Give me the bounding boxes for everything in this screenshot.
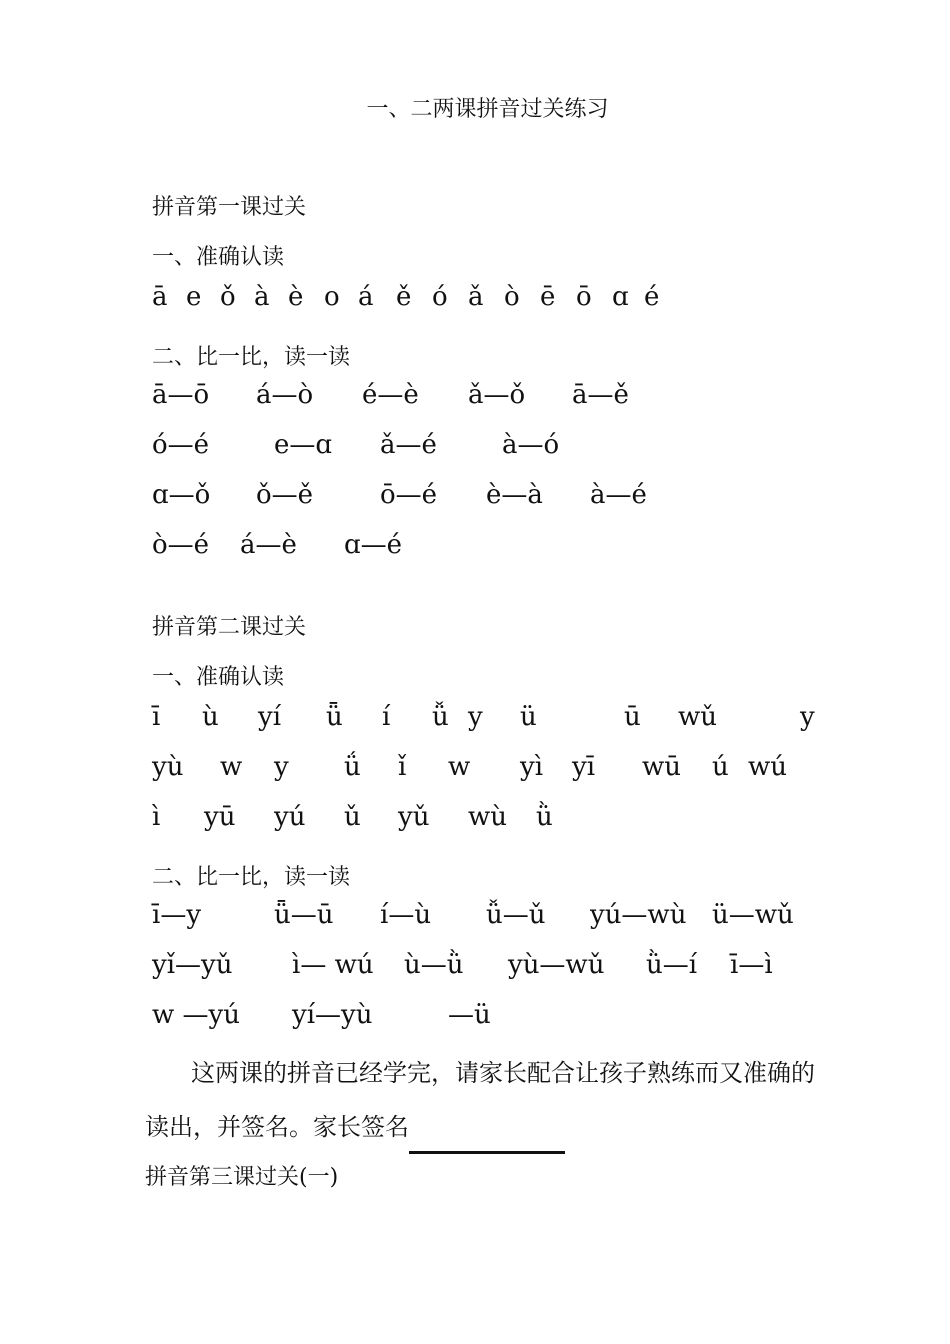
pinyin-item: ǔ <box>344 802 361 832</box>
pinyin-item: ì <box>152 802 161 832</box>
pinyin-item: ě <box>396 282 412 312</box>
pinyin-item: ò <box>504 282 520 312</box>
pinyin-item: ā <box>152 282 168 312</box>
compare-pair: ó—é <box>152 430 210 460</box>
parent-signature-line[interactable] <box>409 1125 565 1154</box>
compare-pair: ǚ—ǔ <box>486 900 546 930</box>
pinyin-item: ǒ <box>220 282 236 312</box>
lesson1-heading: 拼音第一课过关 <box>152 195 307 220</box>
compare-pair: ǎ—é <box>380 430 437 460</box>
pinyin-item: yí <box>258 702 282 732</box>
compare-pair: ī—ì <box>730 950 773 980</box>
pinyin-item: yì <box>520 752 544 782</box>
pinyin-item: ǘ <box>344 752 361 782</box>
pinyin-item: é <box>644 282 660 312</box>
compare-pair: á—ò <box>256 380 314 410</box>
compare-pair: ǖ—ū <box>274 900 334 930</box>
compare-pair: w —yú <box>152 1000 240 1030</box>
pinyin-item: ē <box>540 282 556 312</box>
compare-pair: ɑ—ǒ <box>152 480 211 510</box>
compare-pair: à—é <box>590 480 647 510</box>
compare-pair: —ü <box>448 1000 491 1030</box>
page-title: 一、二两课拼音过关练习 <box>366 97 609 122</box>
compare-pair: ü—wǔ <box>712 900 794 930</box>
pinyin-item: yú <box>274 802 306 832</box>
pinyin-item: y <box>800 702 815 732</box>
pinyin-item: ǎ <box>468 282 484 312</box>
pinyin-item: à <box>254 282 270 312</box>
parent-note-line2 <box>145 1100 825 1154</box>
pinyin-item: y <box>468 702 483 732</box>
compare-pair: yǐ—yǔ <box>152 950 233 980</box>
compare-pair: í—ù <box>380 900 432 930</box>
lesson2-section1-title: 一、准确认读 <box>152 665 285 690</box>
compare-pair: ò—é <box>152 530 210 560</box>
parent-note-line1: 这两课的拼音已经学完，请家长配合让孩子熟练而又准确的 <box>191 1059 815 1087</box>
compare-pair: yí—yù <box>292 1000 373 1030</box>
compare-pair: ǒ—ě <box>256 480 314 510</box>
compare-pair: ǎ—ǒ <box>468 380 526 410</box>
pinyin-item: í <box>382 702 391 732</box>
compare-pair: ì— wú <box>292 950 374 980</box>
pinyin-item: yǔ <box>398 802 430 832</box>
pinyin-item: o <box>324 282 340 312</box>
pinyin-item: ú <box>712 752 729 782</box>
pinyin-item: w <box>448 752 471 782</box>
pinyin-item: ù <box>202 702 219 732</box>
pinyin-item: yū <box>204 802 236 832</box>
pinyin-item: wù <box>468 802 507 832</box>
pinyin-item: wú <box>748 752 787 782</box>
pinyin-item: ǚ <box>432 702 449 732</box>
compare-pair: ā—ō <box>152 380 210 410</box>
compare-pair: ā—ě <box>572 380 629 410</box>
compare-pair: ɑ—é <box>344 530 403 560</box>
compare-pair: yù—wǔ <box>508 950 605 980</box>
compare-pair: ō—é <box>380 480 438 510</box>
pinyin-item: ǜ <box>536 802 553 832</box>
compare-pair: e—ɑ <box>274 430 333 460</box>
pinyin-item: e <box>186 282 202 312</box>
pinyin-item: ō <box>576 282 592 312</box>
pinyin-item: ó <box>432 282 448 312</box>
pinyin-item: ī <box>152 702 161 732</box>
pinyin-item: wǔ <box>678 702 717 732</box>
compare-pair: ǜ—í <box>646 950 698 980</box>
parent-note <box>145 1046 825 1154</box>
pinyin-item: w <box>220 752 243 782</box>
pinyin-item: ǐ <box>398 752 407 782</box>
pinyin-item: ɑ <box>612 282 629 312</box>
pinyin-item: yī <box>572 752 596 782</box>
compare-pair: ī—y <box>152 900 202 930</box>
compare-pair: yú—wù <box>590 900 687 930</box>
pinyin-item: á <box>358 282 374 312</box>
compare-pair: ù—ǜ <box>404 950 464 980</box>
lesson3-heading: 拼音第三课过关(一) <box>145 1165 339 1190</box>
pinyin-item: wū <box>642 752 681 782</box>
pinyin-item: è <box>288 282 304 312</box>
lesson2-section2-title: 二、比一比，读一读 <box>152 865 351 890</box>
lesson1-section2-title: 二、比一比，读一读 <box>152 345 351 370</box>
compare-pair: à—ó <box>502 430 560 460</box>
compare-pair: é—è <box>362 380 419 410</box>
pinyin-item: yù <box>152 752 184 782</box>
lesson2-heading: 拼音第二课过关 <box>152 615 307 640</box>
pinyin-item: ū <box>624 702 641 732</box>
pinyin-item: y <box>274 752 289 782</box>
pinyin-item: ǖ <box>326 702 343 732</box>
parent-signature-label: 读出，并签名。家长签名 <box>145 1113 409 1141</box>
compare-pair: è—à <box>486 480 543 510</box>
pinyin-item: ü <box>520 702 537 732</box>
lesson1-section1-title: 一、准确认读 <box>152 245 285 270</box>
compare-pair: á—è <box>240 530 297 560</box>
